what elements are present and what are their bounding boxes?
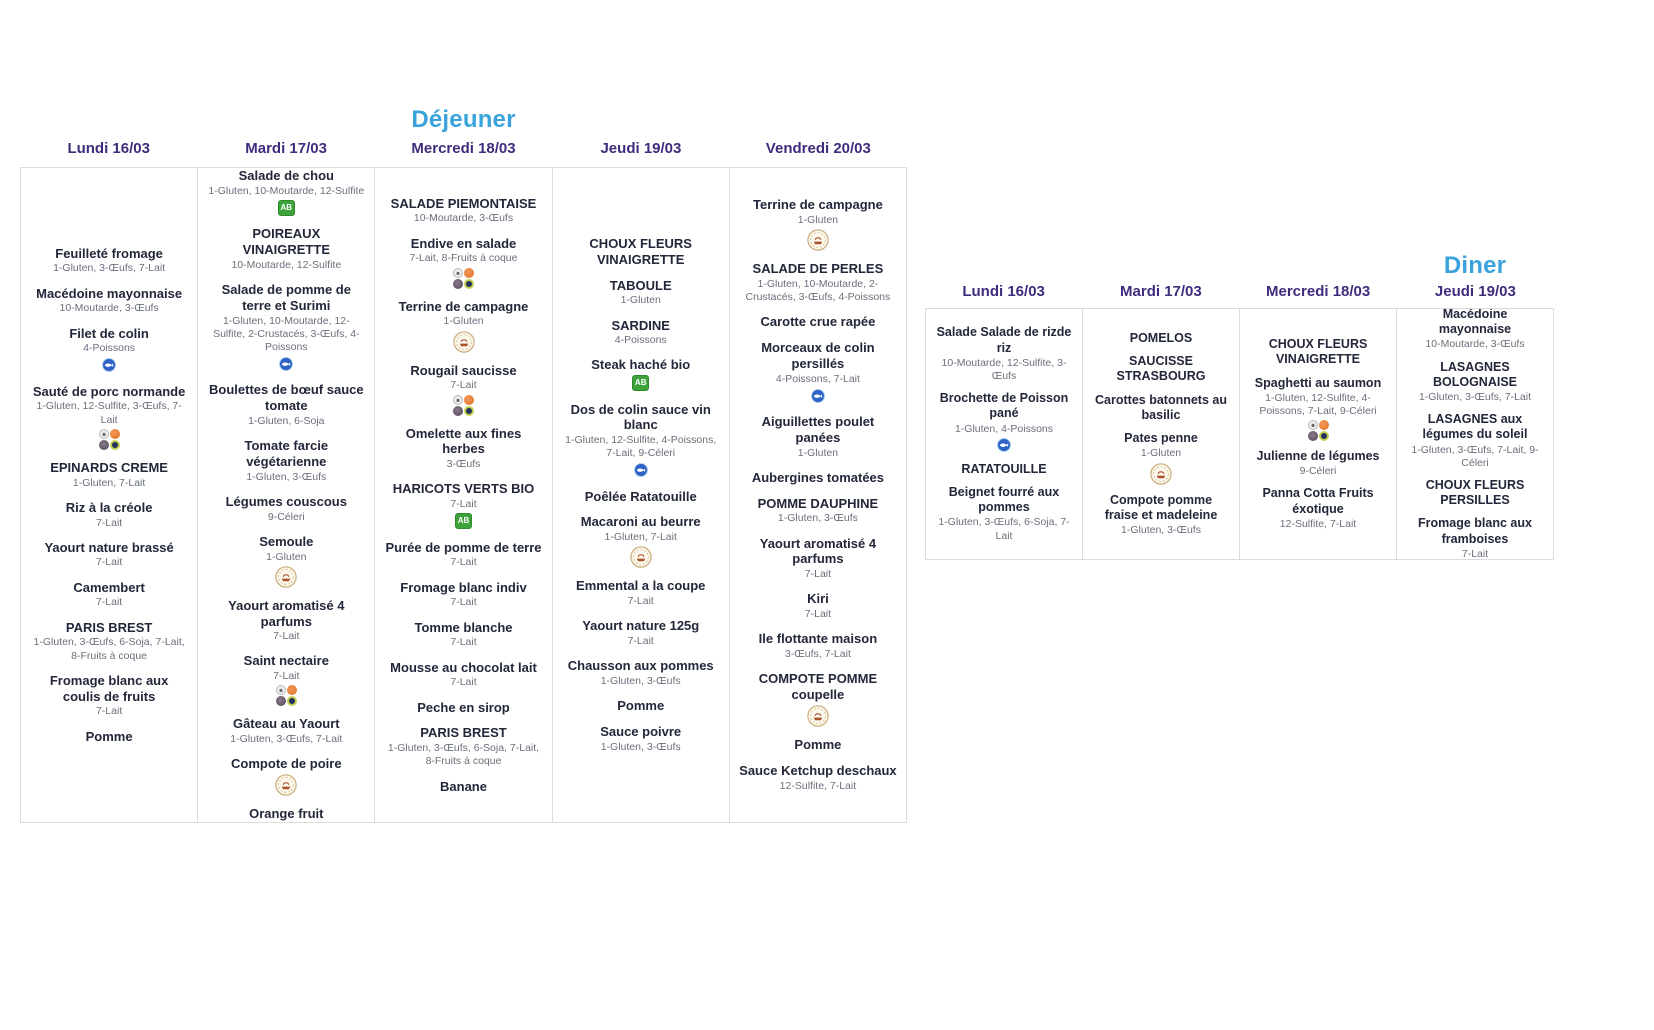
dish-name: HARICOTS VERTS BIO (392, 481, 535, 497)
dish-name: Pomme (794, 737, 842, 753)
menu-item (86, 729, 133, 745)
allergen-list: 1-Gluten, 10-Moutarde, 12-Sulfite, 2-Crustacés, 3-Œufs, 4-Poissons (213, 314, 360, 353)
allergen-list: 1-Gluten (266, 550, 307, 563)
diner-section-title: Diner (1443, 252, 1507, 279)
menu-item (739, 763, 897, 793)
dish-name: Yaourt nature brassé (44, 539, 174, 555)
menu-item (752, 470, 884, 486)
dish-name: Feuilleté fromage (55, 245, 163, 261)
menu-item (739, 414, 897, 460)
menu-item (207, 382, 365, 428)
dish-name: Semoule (259, 533, 314, 549)
menu-item (935, 391, 1073, 454)
menu-item (739, 340, 897, 404)
dish-name: Carotte crue rapée (760, 314, 876, 330)
menu-item (415, 620, 513, 650)
allergen-list: 7-Lait (450, 636, 477, 649)
allergen-list: 7-Lait (95, 556, 123, 569)
quality-label-dot-icon (276, 685, 286, 695)
dish-name: SALADE PIEMONTAISE (390, 195, 537, 211)
organic-ab-icon: AB (632, 375, 649, 391)
day-header: Mardi 17/03 (1120, 283, 1202, 300)
allergen-list: 10-Moutarde, 12-Sulfite, 3-Œufs (941, 356, 1067, 382)
dish-name: Fromage blanc aux coulis de fruits (49, 672, 169, 704)
dish-name: Salade de chou (238, 168, 334, 183)
menu-item (417, 700, 509, 716)
allergen-list: 1-Gluten, 3-Œufs (600, 675, 681, 688)
allergen-list: 1-Gluten, 7-Lait (72, 476, 146, 489)
allergen-list: 4-Poissons (83, 342, 136, 355)
dish-name: Yaourt aromatisé 4 parfums (228, 597, 345, 629)
organic-ab-icon (632, 375, 649, 391)
menu-item (1406, 309, 1544, 352)
dish-name: Tomate farcie végétarienne (244, 437, 329, 469)
menu-item (50, 460, 168, 490)
menu-item (1092, 354, 1230, 385)
menu-item (805, 591, 831, 621)
menu-item (53, 246, 165, 276)
dish-name: SAUCISSE STRASBOURG (1116, 354, 1206, 384)
allergen-list: 1-Gluten, 7-Lait (604, 531, 677, 544)
allergen-list: 7-Lait (450, 498, 477, 511)
diner-day-headers (925, 283, 1554, 300)
dish-name: Purée de pomme de terre (385, 539, 542, 555)
day-header: Jeudi 19/03 (600, 140, 682, 157)
dish-name: Saint nectaire (243, 653, 329, 669)
dish-name: SALADE DE PERLES (752, 261, 884, 277)
quality-label-dot-icon (453, 279, 463, 289)
organic-ab-icon (278, 200, 295, 216)
menu-item (758, 496, 879, 526)
menu-item (207, 282, 365, 372)
dish-name: Aubergines tomatées (751, 469, 885, 485)
dish-name: Camembert (73, 579, 145, 595)
menu-item (69, 326, 148, 374)
menu-item (581, 514, 701, 568)
homemade-badge-icon (630, 546, 652, 568)
dish-name: Endive en salade (410, 235, 517, 251)
dish-name: Compote pomme fraise et madeleine (1104, 492, 1218, 522)
day-column (21, 168, 198, 822)
dish-name: Rougail saucisse (410, 362, 517, 378)
menu-item (1092, 493, 1230, 538)
fish-allergen-icon (997, 438, 1011, 452)
menu-item (1249, 486, 1387, 531)
dish-name: Dos de colin sauce vin blanc (570, 401, 711, 433)
dish-name: Pates penne (1124, 431, 1198, 446)
menu-item (759, 631, 877, 661)
dish-name: PARIS BREST (420, 725, 507, 741)
allergen-list: 10-Moutarde, 12-Sulfite (231, 258, 342, 271)
dish-name: SARDINE (611, 317, 670, 333)
allergen-list: 1-Gluten, 3-Œufs (777, 512, 858, 525)
quality-label-dot-icon (99, 429, 109, 439)
organic-ab-icon: AB (278, 200, 295, 216)
allergen-list: 1-Gluten (1140, 447, 1182, 460)
quality-label-dot-icon (287, 685, 297, 695)
organic-ab-icon: AB (455, 513, 472, 529)
allergen-list: 1-Gluten (797, 213, 839, 226)
quality-labels-icon (453, 395, 474, 416)
quality-labels-icon (276, 685, 297, 706)
dish-name: Macaroni au beurre (580, 514, 701, 530)
quality-label-dot-icon (287, 696, 297, 706)
allergen-list: 7-Lait (1461, 547, 1489, 559)
menu-item (399, 299, 529, 353)
menu-item (1257, 449, 1380, 478)
menu-item (617, 698, 664, 714)
dish-name: CHOUX FLEURS PERSILLES (1425, 477, 1525, 508)
dish-name: POMELOS (1129, 330, 1193, 345)
day-header: Mercredi 18/03 (1266, 283, 1371, 300)
menu-item (611, 318, 670, 348)
allergen-list: 7-Lait (95, 516, 123, 529)
allergen-list: 12-Sulfite, 7-Lait (1279, 517, 1357, 530)
allergen-list: 7-Lait (450, 556, 477, 569)
dish-name: Fromage blanc indiv (400, 579, 527, 595)
fish-allergen-icon (279, 357, 293, 371)
menu-item (384, 426, 542, 472)
allergen-list: 1-Gluten, 3-Œufs, 7-Lait (230, 733, 343, 746)
menu-item (410, 236, 518, 289)
allergen-list: 7-Lait (627, 595, 654, 608)
menu-item (36, 286, 182, 316)
dish-name: PARIS BREST (65, 619, 153, 635)
dish-name: Compote de poire (231, 756, 342, 772)
day-column (198, 168, 375, 822)
allergen-list: 1-Gluten, 10-Moutarde, 12-Sulfite (208, 184, 365, 197)
allergen-list: 1-Gluten, 3-Œufs (246, 470, 327, 483)
dish-name: Morceaux de colin persillés (761, 340, 875, 371)
allergen-list: 1-Gluten, 12-Sulfite, 4-Poissons, 7-Lait, 9-Céleri (1259, 391, 1377, 417)
homemade-badge-icon (807, 705, 829, 727)
allergen-list: 1-Gluten, 12-Sulfite, 4-Poissons, 7-Lait, 9-Céleri (565, 434, 717, 460)
menu-item (935, 485, 1073, 543)
menu-item (230, 716, 342, 746)
quality-label-dot-icon (1319, 431, 1329, 441)
dish-name: COMPOTE POMME coupelle (758, 671, 878, 703)
dejeuner-menu-table (20, 167, 907, 823)
dish-name: POMME DAUPHINE (757, 495, 879, 511)
dish-name: POIREAUX VINAIGRETTE (242, 226, 330, 257)
allergen-list: 9-Céleri (1299, 465, 1337, 478)
quality-label-dot-icon (464, 268, 474, 278)
day-header: Lundi 16/03 (962, 283, 1045, 300)
quality-label-dot-icon (1308, 420, 1318, 430)
dish-name: Spaghetti au saumon (1254, 375, 1382, 390)
dish-name: CHOUX FLEURS VINAIGRETTE (589, 235, 692, 267)
dish-name: Poêlée Ratatouille (584, 488, 697, 504)
dish-name: Salade de pomme de terre et Surimi (221, 281, 351, 313)
quality-label-dot-icon (1308, 431, 1318, 441)
allergen-list: 7-Lait (273, 630, 300, 643)
dish-name: Riz à la créole (65, 499, 153, 515)
fish-allergen-icon (634, 463, 648, 477)
menu-item (760, 314, 875, 330)
menu-item (961, 462, 1046, 477)
dish-name: Sauce poivre (600, 724, 682, 740)
quality-labels-icon (1308, 420, 1329, 441)
allergen-list: 4-Poissons, 7-Lait (775, 372, 860, 385)
menu-item (30, 673, 188, 719)
menu-item (385, 540, 541, 570)
quality-label-dot-icon (110, 440, 120, 450)
menu-item (739, 536, 897, 582)
dish-name: LASAGNES BOLOGNAISE (1432, 359, 1518, 389)
menu-item (576, 578, 705, 608)
day-column (375, 168, 552, 822)
allergen-list: 1-Gluten, 10-Moutarde, 2-Crustacés, 3-Œufs, 4-Poissons (745, 277, 891, 304)
allergen-list: 1-Gluten (620, 294, 661, 307)
fish-allergen-icon (811, 389, 825, 403)
day-column (926, 309, 1083, 559)
allergen-list: 1-Gluten, 4-Poissons (954, 422, 1054, 435)
dish-name: LASAGNES aux légumes du soleil (1422, 412, 1528, 442)
dish-name: Carottes batonnets au basilic (1095, 392, 1227, 422)
allergen-list: 4-Poissons (614, 334, 667, 347)
day-header: Jeudi 19/03 (1434, 283, 1516, 300)
menu-item (207, 598, 365, 644)
homemade-badge-icon (1150, 463, 1172, 485)
day-column (1240, 309, 1397, 559)
allergen-list: 7-Lait (450, 379, 477, 392)
allergen-list: 10-Moutarde, 3-Œufs (1425, 338, 1525, 351)
quality-label-dot-icon (276, 696, 286, 706)
allergen-list: 1-Gluten, 3-Œufs, 6-Soja, 7-Lait, 8-Fruits à coque (33, 636, 185, 662)
dish-name: CHOUX FLEURS VINAIGRETTE (1268, 337, 1368, 367)
day-header: Lundi 16/03 (67, 140, 150, 157)
organic-ab-icon (455, 513, 472, 529)
quality-label-dot-icon (453, 395, 463, 405)
homemade-badge-icon (275, 566, 297, 588)
menu-item (1249, 337, 1387, 368)
menu-item (207, 226, 365, 272)
dish-name: Banane (440, 778, 487, 794)
day-header: Mardi 17/03 (245, 140, 327, 157)
menu-item (30, 620, 188, 663)
dejeuner-day-headers (20, 140, 907, 157)
menu-item (1092, 393, 1230, 424)
homemade-badge-icon (807, 229, 829, 251)
menu-item (1406, 516, 1544, 559)
menu-item (410, 363, 516, 416)
dish-name: EPINARDS CREME (50, 459, 168, 475)
dish-name: Pomme (85, 728, 133, 744)
allergen-list: 7-Lait (450, 596, 477, 609)
quality-label-dot-icon (453, 406, 463, 416)
homemade-badge-icon (453, 331, 475, 353)
menu-item (600, 724, 681, 754)
menu-item (207, 438, 365, 484)
dish-name: Pomme (617, 698, 665, 714)
menu-item (66, 500, 153, 530)
dish-name: Terrine de campagne (753, 197, 883, 213)
quality-label-dot-icon (464, 395, 474, 405)
allergen-list: 3-Œufs, 7-Lait (784, 648, 851, 661)
day-column (1397, 309, 1553, 559)
allergen-list: 1-Gluten, 3-Œufs (600, 741, 681, 754)
dish-name: Macédoine mayonnaise (1438, 309, 1512, 337)
dish-name: Julienne de légumes (1256, 449, 1380, 463)
dish-name: Salade Salade de rizde riz (936, 325, 1072, 355)
dish-name: Kiri (807, 591, 829, 607)
menu-item (1130, 331, 1193, 346)
menu-item (1406, 360, 1544, 405)
menu-item (231, 756, 342, 796)
allergen-list: 10-Moutarde, 3-Œufs (413, 212, 514, 225)
menu-item (390, 660, 537, 690)
dish-name: Yaourt nature 125g (582, 618, 700, 634)
quality-labels-icon (99, 429, 120, 450)
allergen-list: 3-Œufs (446, 458, 481, 471)
allergen-list: 7-Lait (273, 670, 300, 683)
quality-label-dot-icon (464, 406, 474, 416)
dish-name: Yaourt aromatisé 4 parfums (759, 535, 877, 567)
dish-name: Chausson aux pommes (567, 658, 714, 674)
dish-name: Panna Cotta Fruits éxotique (1262, 486, 1374, 516)
dish-name: Boulettes de bœuf sauce tomate (209, 381, 364, 413)
dish-name: RATATOUILLE (961, 461, 1047, 476)
fish-allergen-icon (102, 358, 116, 372)
dish-name: Steak haché bio (591, 357, 691, 373)
dish-name: Filet de colin (69, 325, 149, 341)
quality-labels-icon (453, 268, 474, 289)
dish-name: Omelette aux fines herbes (405, 425, 522, 457)
allergen-list: 10-Moutarde, 3-Œufs (59, 302, 159, 315)
menu-item (568, 658, 714, 688)
diner-menu-table (925, 308, 1554, 560)
menu-item (73, 580, 145, 610)
allergen-list: 1-Gluten, 12-Sulfite, 3-Œufs, 7-Lait (36, 400, 182, 426)
day-header: Vendredi 20/03 (765, 140, 871, 157)
menu-item (794, 737, 841, 753)
menu-item (259, 534, 313, 588)
menu-item (1249, 376, 1387, 442)
dish-name: Macédoine mayonnaise (36, 285, 183, 301)
quality-label-dot-icon (453, 268, 463, 278)
quality-label-dot-icon (99, 440, 109, 450)
dish-name: Terrine de campagne (398, 298, 529, 314)
menu-item (582, 618, 699, 648)
allergen-list: 7-Lait (627, 635, 654, 648)
allergen-list: 7-Lait (95, 596, 123, 609)
menu-item (562, 236, 720, 268)
allergen-list: 1-Gluten, 3-Œufs, 6-Soja, 7-Lait, 8-Fruits à coque (387, 742, 540, 768)
menu-item (44, 540, 173, 570)
menu-item (384, 725, 542, 768)
allergen-list: 1-Gluten (797, 446, 839, 459)
menu-item (562, 402, 720, 479)
quality-label-dot-icon (110, 429, 120, 439)
dish-name: Sauce Ketchup deschaux (739, 762, 897, 778)
menu-item (393, 481, 535, 529)
menu-item (244, 653, 329, 706)
dish-name: Aiguillettes poulet panées (761, 413, 875, 445)
dish-name: Peche en sirop (417, 699, 510, 715)
quality-label-dot-icon (464, 279, 474, 289)
dish-name: Fromage blanc aux framboises (1418, 516, 1532, 546)
allergen-list: 1-Gluten, 3-Œufs, 7-Lait (53, 262, 166, 275)
allergen-list: 1-Gluten, 3-Œufs (1121, 524, 1201, 536)
dish-name: Orange fruit (249, 806, 324, 822)
allergen-list: 1-Gluten (443, 315, 484, 328)
menu-item (391, 196, 537, 226)
allergen-list: 9-Céleri (267, 510, 305, 523)
homemade-badge-icon (275, 774, 297, 796)
day-header: Mercredi 18/03 (411, 140, 516, 157)
dish-name: Tomme blanche (414, 619, 513, 635)
dish-name: TABOULE (609, 277, 672, 293)
menu-item (739, 261, 897, 304)
menu-item (440, 779, 487, 795)
dish-name: Beignet fourré aux pommes (948, 484, 1060, 515)
allergen-list: 7-Lait, 8-Fruits à coque (409, 252, 518, 265)
allergen-list: 7-Lait (804, 568, 832, 581)
menu-item (226, 494, 347, 524)
menu-item (935, 325, 1073, 383)
quality-label-dot-icon (1319, 420, 1329, 430)
dish-name: Brochette de Poisson pané (939, 391, 1069, 421)
menu-item (208, 168, 364, 216)
day-column (1083, 309, 1240, 559)
menu-item (30, 384, 188, 450)
allergen-list: 1-Gluten, 3-Œufs, 7-Lait (1418, 391, 1532, 404)
allergen-list: 7-Lait (95, 705, 123, 718)
menu-item (753, 197, 883, 251)
menu-item (585, 489, 697, 505)
menu-item (400, 580, 526, 610)
menu-item (610, 278, 672, 308)
dish-name: Gâteau au Yaourt (232, 716, 340, 732)
allergen-list: 7-Lait (450, 676, 477, 689)
dish-name: Emmental a la coupe (576, 578, 706, 594)
dish-name: Ile flottante maison (758, 631, 878, 647)
dish-name: Légumes couscous (225, 493, 347, 509)
dejeuner-section-title: Déjeuner (411, 106, 516, 133)
allergen-list: 1-Gluten, 6-Soja (248, 414, 325, 427)
menu-item (739, 671, 897, 727)
allergen-list: 12-Sulfite, 7-Lait (779, 779, 857, 792)
menu-item (249, 806, 323, 822)
allergen-list: 1-Gluten, 3-Œufs, 6-Soja, 7-Lait (938, 516, 1070, 542)
day-column (553, 168, 730, 822)
dish-name: Mousse au chocolat lait (390, 659, 537, 675)
dish-name: Sauté de porc normande (32, 383, 186, 399)
menu-item (1406, 478, 1544, 509)
menu-item (1406, 412, 1544, 470)
allergen-list: 7-Lait (804, 608, 832, 621)
menu-item (591, 357, 690, 391)
day-column (730, 168, 906, 822)
allergen-list: 1-Gluten, 3-Œufs, 7-Lait, 9-Céleri (1411, 443, 1539, 469)
menu-item (1124, 431, 1198, 484)
